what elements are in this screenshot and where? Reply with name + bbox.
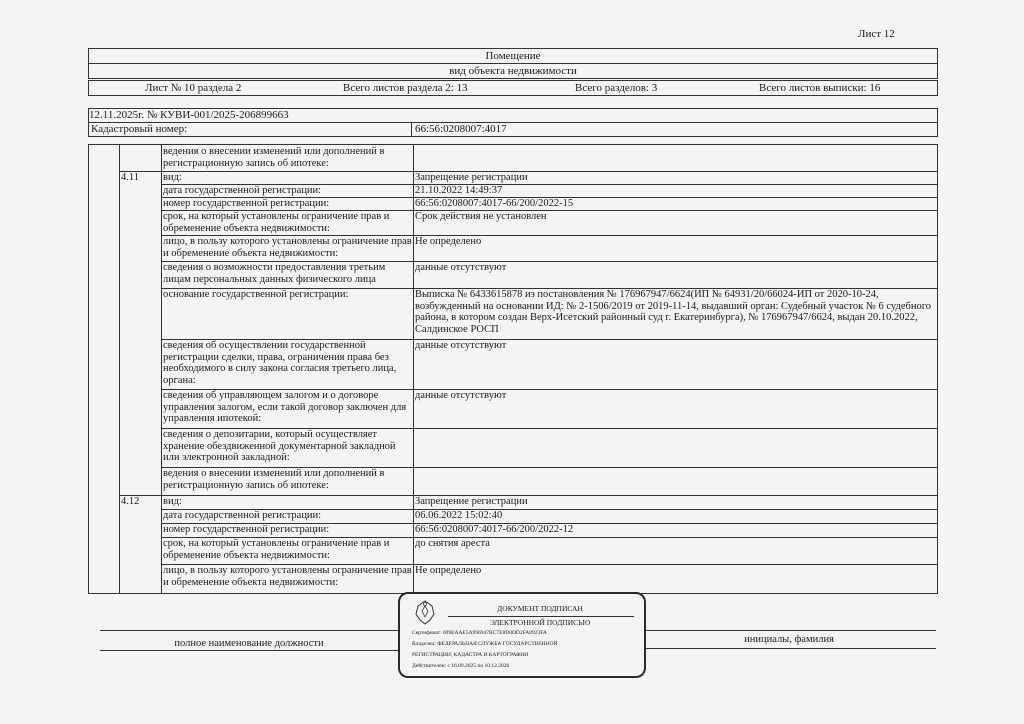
encumbrance-table <box>88 144 938 594</box>
object-type-title: Помещение <box>88 48 938 64</box>
total-sheets-section: Всего листов раздела 2: 13 <box>343 82 468 94</box>
row-number-4-11: 4.11 <box>121 172 139 183</box>
sheet-meta-row <box>88 80 938 96</box>
r412-date-label: дата государственной регистрации: <box>163 510 322 521</box>
r411-third-value: данные отсутствуют <box>415 262 507 273</box>
prev-changes-label: ведения о внесении изменений или дополнений в регистрационную запись об ипотеке: <box>163 146 385 169</box>
r412-kind-label: вид: <box>163 496 182 507</box>
r411-reg-value: 66:56:0208007:4017-66/200/2022-15 <box>415 198 574 209</box>
r411-person-value: Не определено <box>415 236 482 247</box>
r412-person-value: Не определено <box>415 565 482 576</box>
r411-kind-label: вид: <box>163 172 182 183</box>
r411-deal-label: сведения об осуществлении государственной регистрации сделки, права, ограничения права без необходимого в силу закона согласия третьего лица, органа: <box>163 340 397 386</box>
r412-person-label: лицо, в пользу которого установлены ограничение прав и обременение объекта недвижимости: <box>163 565 412 588</box>
electronic-signature-stamp <box>398 592 646 678</box>
r412-date-value: 06.06.2022 15:02:40 <box>415 510 503 521</box>
r411-person-label: лицо, в пользу которого установлены ограничение прав и обременение объекта недвижимости: <box>163 236 412 259</box>
document-reference: 12.11.2025г. № КУВИ-001/2025-206899663 <box>88 108 938 123</box>
r412-reg-value: 66:56:0208007:4017-66/200/2022-12 <box>415 524 574 535</box>
sheet-number: Лист 12 <box>858 28 895 40</box>
r411-basis-value: Выписка № 6433615878 из постановления № 176967947/6624(ИП № 64931/20/66024-ИП от 2020-10-24, возбужденный на основании ИД: № 2-1506/2019 от 2019-11-14, выдавший орган: Судебный участок № 6 судебного района, в котором создан Верх-Исетский районный суд г. Екатеринбурга), № 176967947/6624, выдан 20.10.2022, Салдинское РОСП <box>415 289 931 335</box>
r412-kind-value: Запрещение регистрации <box>415 496 528 507</box>
stamp-line-2: ЭЛЕКТРОННОЙ ПОДПИСЬЮ <box>489 618 591 627</box>
stamp-owner-2: РЕГИСТРАЦИИ, КАДАСТРА И КАРТОГРАФИИ <box>412 652 529 658</box>
r411-date-value: 21.10.2022 14:49:37 <box>415 185 503 196</box>
position-label: полное наименование должности <box>174 638 324 649</box>
r411-pledge-value: данные отсутствуют <box>415 390 507 401</box>
cadastral-row <box>88 122 938 137</box>
r411-pledge-label: сведения об управляющем залогом и о договоре управления залогом, если такой договор заключен для управления ипотекой: <box>163 390 407 424</box>
object-type-subtitle: вид объекта недвижимости <box>88 63 938 79</box>
stamp-line-1: ДОКУМЕНТ ПОДПИСАН <box>497 604 583 613</box>
r411-deal-value: данные отсутствуют <box>415 340 507 351</box>
stamp-certificate: Сертификат: 009EAAE5A996947BC7E8D0DD2FA8923FA <box>412 630 547 636</box>
r411-depo-label: сведения о депозитарии, который осуществляет хранение обездвиженной документарной закладной или электронной закладной: <box>163 429 396 463</box>
name-label: инициалы, фамилия <box>744 634 834 645</box>
r411-kind-value: Запрещение регистрации <box>415 172 528 183</box>
sheet-in-section: Лист № 10 раздела 2 <box>145 82 242 94</box>
row-number-4-12: 4.12 <box>121 496 140 507</box>
r411-changes-label: ведения о внесении изменений или дополнений в регистрационную запись об ипотеке: <box>163 468 385 491</box>
r412-term-value: до снятия ареста <box>415 538 490 549</box>
r411-term-value: Срок действия не установлен <box>415 211 547 222</box>
total-sections: Всего разделов: 3 <box>575 82 658 94</box>
total-sheets-extract: Всего листов выписки: 16 <box>759 82 881 94</box>
stamp-owner-1: Владелец: ФЕДЕРАЛЬНАЯ СЛУЖБА ГОСУДАРСТВЕННОЙ <box>412 641 558 647</box>
r412-reg-label: номер государственной регистрации: <box>163 524 330 535</box>
r411-term-label: срок, на который установлены ограничение прав и обременение объекта недвижимости: <box>163 211 390 234</box>
cadastral-value: 66:56:0208007:4017 <box>415 123 507 135</box>
r411-basis-label: основание государственной регистрации: <box>163 289 349 300</box>
r411-third-label: сведения о возможности предоставления третьим лицам персональных данных физического лица <box>163 262 386 285</box>
r411-reg-label: номер государственной регистрации: <box>163 198 330 209</box>
r411-date-label: дата государственной регистрации: <box>163 185 322 196</box>
stamp-validity: Действителен: с 16.09.2025 по 10.12.2026 <box>412 663 510 669</box>
coat-of-arms-icon <box>410 598 440 628</box>
r412-term-label: срок, на который установлены ограничение прав и обременение объекта недвижимости: <box>163 538 390 561</box>
cadastral-label: Кадастровый номер: <box>91 123 188 135</box>
